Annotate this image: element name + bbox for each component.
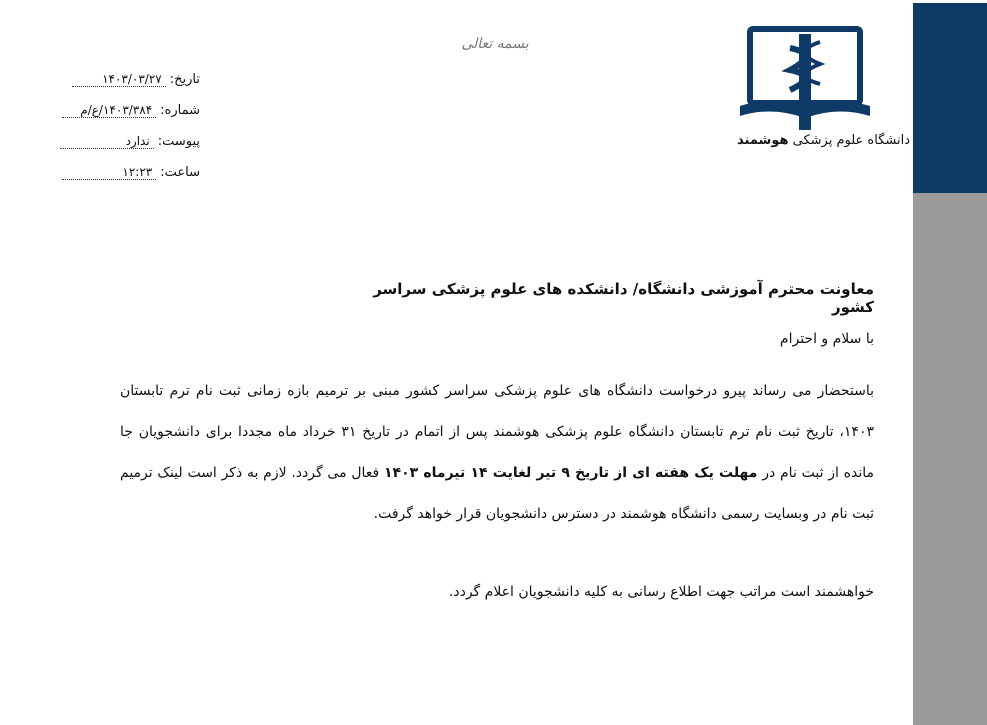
greeting: با سلام و احترام bbox=[779, 331, 874, 347]
meta-number-value: ۱۴۰۳/۳۸۴/ع/م bbox=[62, 103, 156, 118]
side-stripe-blue bbox=[913, 3, 987, 193]
meta-date bbox=[40, 56, 200, 87]
meta-attachment-label: پیوست: bbox=[157, 134, 200, 149]
meta-number bbox=[40, 87, 200, 118]
meta-number-label: شماره: bbox=[160, 103, 200, 118]
basmala: بسمه تعالی bbox=[461, 36, 529, 52]
closing: خواهشمند است مراتب جهت اطلاع رسانی به کلیه دانشجویان اعلام گردد. bbox=[448, 584, 874, 600]
meta-time bbox=[40, 149, 200, 180]
letter-body-bold: مهلت یک هفته ای از تاریخ ۹ تیر لغایت ۱۴ تیرماه ۱۴۰۳ bbox=[384, 465, 758, 481]
meta-time-label: ساعت: bbox=[160, 165, 200, 180]
meta-attachment-value: ندارد bbox=[60, 134, 154, 149]
university-name bbox=[705, 133, 910, 148]
university-name-bold: هوشمند bbox=[737, 133, 789, 148]
side-stripe-gray bbox=[913, 193, 987, 725]
letter-body-part1: باستحضار می رساند پیرو درخواست دانشگاه های علوم پزشکی سراسر کشور مبنی بر ترمیم بازه زمانی ثبت نام ترم تابستان ۱۴۰۳، تاریخ ثبت نام ترم تابستان دانشگاه علوم پزشکی هوشمند پس از اتمام در تاریخ ۳۱ خرداد ماه مجددا برای دانشجویان جا مانده از ثبت نام در bbox=[120, 383, 875, 481]
meta-time-value: ۱۲:۲۳ bbox=[62, 165, 156, 180]
letter-meta bbox=[40, 56, 200, 180]
letter-body-part2: فعال می گردد. لازم به ذکر است لینک ترمیم ثبت نام در وبسایت رسمی دانشگاه هوشمند در دسترس دانشجویان قرار خواهد گرفت. bbox=[120, 465, 874, 522]
meta-date-label: تاریخ: bbox=[169, 72, 200, 87]
meta-attachment bbox=[40, 118, 200, 149]
university-name-prefix: دانشگاه علوم پزشکی bbox=[792, 133, 910, 148]
university-logo-icon bbox=[740, 26, 870, 134]
letter-body bbox=[120, 371, 874, 535]
addressee: معاونت محترم آموزشی دانشگاه/ دانشکده های علوم پزشکی سراسر کشور bbox=[373, 280, 874, 316]
meta-date-value: ۱۴۰۳/۰۳/۲۷ bbox=[72, 72, 166, 87]
